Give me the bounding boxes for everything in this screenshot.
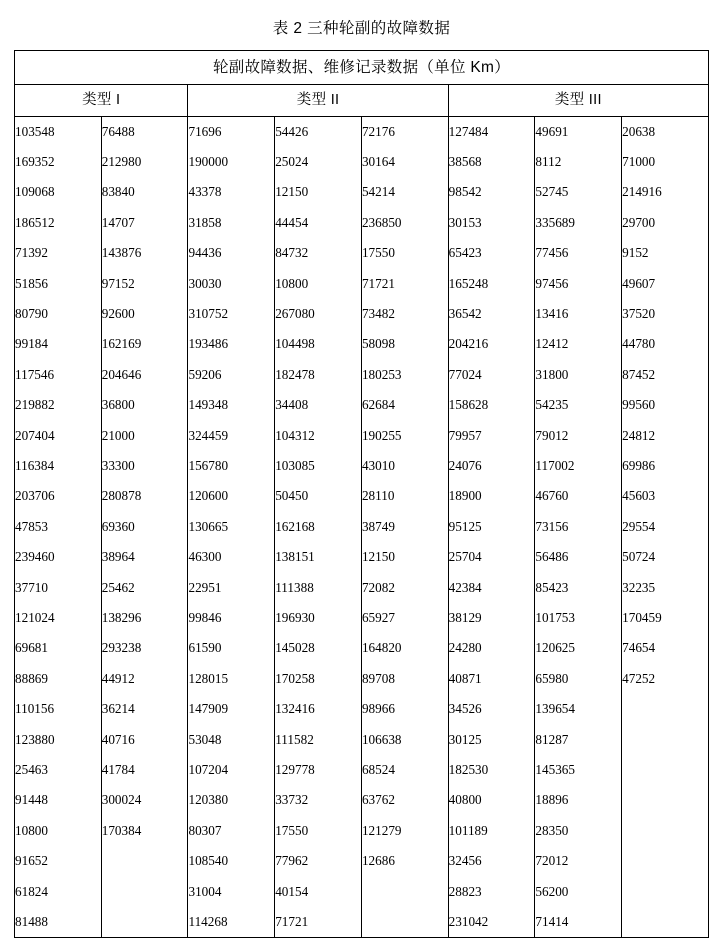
table-cell: 31800 <box>535 360 622 390</box>
table-cell: 117002 <box>535 451 622 481</box>
table-cell: 207404 <box>15 421 102 451</box>
table-cell: 33300 <box>101 451 188 481</box>
table-cell: 28350 <box>535 816 622 846</box>
table-cell: 132416 <box>275 694 362 724</box>
table-cell: 204216 <box>448 329 535 359</box>
table-cell: 145365 <box>535 755 622 785</box>
table-cell: 12150 <box>275 177 362 207</box>
table-cell: 169352 <box>15 147 102 177</box>
table-cell: 94436 <box>188 238 275 268</box>
table-cell: 107204 <box>188 755 275 785</box>
table-cell: 28823 <box>448 877 535 907</box>
table-cell: 71000 <box>622 147 709 177</box>
table-row <box>15 512 709 542</box>
table-cell: 196930 <box>275 603 362 633</box>
table-cell: 280878 <box>101 481 188 511</box>
table-cell: 34526 <box>448 694 535 724</box>
table-cell: 170384 <box>101 816 188 846</box>
table-cell: 52745 <box>535 177 622 207</box>
table-cell: 190255 <box>361 421 448 451</box>
table-cell: 25462 <box>101 573 188 603</box>
failure-data-table <box>14 50 709 938</box>
table-cell: 77962 <box>275 846 362 876</box>
table-head <box>15 50 709 116</box>
table-cell: 97456 <box>535 269 622 299</box>
table-cell: 38568 <box>448 147 535 177</box>
table-cell <box>361 877 448 907</box>
table-cell: 18896 <box>535 785 622 815</box>
table-cell: 88869 <box>15 664 102 694</box>
table-cell: 29554 <box>622 512 709 542</box>
table-cell: 104498 <box>275 329 362 359</box>
table-cell: 145028 <box>275 633 362 663</box>
table-row <box>15 147 709 177</box>
table-cell: 164820 <box>361 633 448 663</box>
table-row <box>15 390 709 420</box>
table-cell: 129778 <box>275 755 362 785</box>
table-cell: 73156 <box>535 512 622 542</box>
table-cell: 165248 <box>448 269 535 299</box>
table-row <box>15 238 709 268</box>
table-cell: 219882 <box>15 390 102 420</box>
table-cell: 32456 <box>448 846 535 876</box>
table-cell: 65927 <box>361 603 448 633</box>
table-cell: 73482 <box>361 299 448 329</box>
table-cell: 186512 <box>15 208 102 238</box>
table-cell: 59206 <box>188 360 275 390</box>
table-cell <box>101 846 188 876</box>
table-cell: 58098 <box>361 329 448 359</box>
table-cell: 28110 <box>361 481 448 511</box>
table-cell: 324459 <box>188 421 275 451</box>
table-cell: 92600 <box>101 299 188 329</box>
table-cell: 43378 <box>188 177 275 207</box>
table-cell: 56486 <box>535 542 622 572</box>
table-cell <box>622 816 709 846</box>
table-cell <box>622 877 709 907</box>
table-cell: 40871 <box>448 664 535 694</box>
table-cell: 89708 <box>361 664 448 694</box>
table-cell: 212980 <box>101 147 188 177</box>
table-cell: 71721 <box>275 907 362 938</box>
page-title: 表 2 三种轮副的故障数据 <box>0 0 723 50</box>
table-row <box>15 755 709 785</box>
table-cell: 34408 <box>275 390 362 420</box>
table-cell: 99560 <box>622 390 709 420</box>
table-cell: 116384 <box>15 451 102 481</box>
table-cell: 62684 <box>361 390 448 420</box>
table-row <box>15 451 709 481</box>
table-cell: 61824 <box>15 877 102 907</box>
table-cell: 101189 <box>448 816 535 846</box>
table-cell: 77456 <box>535 238 622 268</box>
table-row <box>15 664 709 694</box>
column-group-header-type-3: 类型 III <box>448 84 708 116</box>
table-cell: 104312 <box>275 421 362 451</box>
table-cell: 40154 <box>275 877 362 907</box>
table-row <box>15 208 709 238</box>
table-cell: 158628 <box>448 390 535 420</box>
table-cell: 79012 <box>535 421 622 451</box>
table-cell: 10800 <box>275 269 362 299</box>
table-cell: 99846 <box>188 603 275 633</box>
table-cell: 24812 <box>622 421 709 451</box>
table-cell: 71392 <box>15 238 102 268</box>
table-cell: 117546 <box>15 360 102 390</box>
table-cell: 41784 <box>101 755 188 785</box>
table-cell: 76488 <box>101 116 188 147</box>
table-cell: 30030 <box>188 269 275 299</box>
table-cell: 40800 <box>448 785 535 815</box>
table-cell <box>622 907 709 938</box>
table-cell: 81287 <box>535 725 622 755</box>
table-cell: 25463 <box>15 755 102 785</box>
table-cell: 44912 <box>101 664 188 694</box>
table-row <box>15 177 709 207</box>
table-cell: 46300 <box>188 542 275 572</box>
table-cell: 120600 <box>188 481 275 511</box>
table-cell: 170459 <box>622 603 709 633</box>
table-row <box>15 329 709 359</box>
table-cell: 190000 <box>188 147 275 177</box>
table-cell: 214916 <box>622 177 709 207</box>
table-cell: 91652 <box>15 846 102 876</box>
table-cell: 81488 <box>15 907 102 938</box>
table-cell: 182530 <box>448 755 535 785</box>
table-cell: 32235 <box>622 573 709 603</box>
table-cell: 24280 <box>448 633 535 663</box>
table-cell: 106638 <box>361 725 448 755</box>
table-row <box>15 299 709 329</box>
table-cell: 42384 <box>448 573 535 603</box>
table-cell: 31858 <box>188 208 275 238</box>
table-row <box>15 603 709 633</box>
table-cell: 56200 <box>535 877 622 907</box>
table-cell: 69360 <box>101 512 188 542</box>
table-cell: 25024 <box>275 147 362 177</box>
table-cell: 36800 <box>101 390 188 420</box>
table-cell: 193486 <box>188 329 275 359</box>
table-cell <box>101 907 188 938</box>
table-cell: 103085 <box>275 451 362 481</box>
table-cell: 12686 <box>361 846 448 876</box>
table-cell: 91448 <box>15 785 102 815</box>
table-cell <box>622 755 709 785</box>
table-cell: 49691 <box>535 116 622 147</box>
table-cell: 83840 <box>101 177 188 207</box>
table-cell: 204646 <box>101 360 188 390</box>
table-cell: 31004 <box>188 877 275 907</box>
table-cell: 10800 <box>15 816 102 846</box>
table-cell <box>622 785 709 815</box>
table-cell: 50450 <box>275 481 362 511</box>
table-row <box>15 421 709 451</box>
table-cell: 33732 <box>275 785 362 815</box>
table-cell: 21000 <box>101 421 188 451</box>
table-cell <box>622 725 709 755</box>
table-cell: 63762 <box>361 785 448 815</box>
table-cell: 101753 <box>535 603 622 633</box>
table-cell: 30164 <box>361 147 448 177</box>
table-cell: 29700 <box>622 208 709 238</box>
table-cell: 293238 <box>101 633 188 663</box>
table-cell <box>361 907 448 938</box>
table-cell: 103548 <box>15 116 102 147</box>
table-cell: 50724 <box>622 542 709 572</box>
table-cell: 71414 <box>535 907 622 938</box>
table-cell: 47853 <box>15 512 102 542</box>
table-row <box>15 573 709 603</box>
table-row <box>15 816 709 846</box>
table-cell <box>622 846 709 876</box>
table-cell: 72176 <box>361 116 448 147</box>
table-cell: 108540 <box>188 846 275 876</box>
table-row <box>15 116 709 147</box>
table-cell: 300024 <box>101 785 188 815</box>
table-cell: 128015 <box>188 664 275 694</box>
table-cell: 38749 <box>361 512 448 542</box>
table-cell: 80307 <box>188 816 275 846</box>
table-cell: 37710 <box>15 573 102 603</box>
table-cell: 85423 <box>535 573 622 603</box>
table-cell: 143876 <box>101 238 188 268</box>
table-cell: 335689 <box>535 208 622 238</box>
banner-row <box>15 50 709 84</box>
table-cell: 71696 <box>188 116 275 147</box>
table-cell: 43010 <box>361 451 448 481</box>
table-cell: 24076 <box>448 451 535 481</box>
table-cell: 149348 <box>188 390 275 420</box>
table-cell: 170258 <box>275 664 362 694</box>
table-cell: 120625 <box>535 633 622 663</box>
table-cell: 30125 <box>448 725 535 755</box>
table-cell: 68524 <box>361 755 448 785</box>
table-cell: 310752 <box>188 299 275 329</box>
table-cell: 53048 <box>188 725 275 755</box>
table-cell: 17550 <box>275 816 362 846</box>
table-cell: 162169 <box>101 329 188 359</box>
table-cell: 114268 <box>188 907 275 938</box>
table-cell: 127484 <box>448 116 535 147</box>
table-cell: 239460 <box>15 542 102 572</box>
table-cell: 49607 <box>622 269 709 299</box>
table-cell: 14707 <box>101 208 188 238</box>
table-cell: 54235 <box>535 390 622 420</box>
table-cell: 30153 <box>448 208 535 238</box>
table-cell: 110156 <box>15 694 102 724</box>
table-cell: 203706 <box>15 481 102 511</box>
table-cell: 36214 <box>101 694 188 724</box>
table-cell: 69986 <box>622 451 709 481</box>
table-cell: 46760 <box>535 481 622 511</box>
table-cell: 25704 <box>448 542 535 572</box>
table-cell: 22951 <box>188 573 275 603</box>
group-header-row <box>15 84 709 116</box>
table-cell: 61590 <box>188 633 275 663</box>
table-cell: 267080 <box>275 299 362 329</box>
table-row <box>15 846 709 876</box>
table-cell: 8112 <box>535 147 622 177</box>
table-cell: 37520 <box>622 299 709 329</box>
table-cell: 12150 <box>361 542 448 572</box>
table-cell: 18900 <box>448 481 535 511</box>
table-cell: 44780 <box>622 329 709 359</box>
table-cell: 139654 <box>535 694 622 724</box>
table-cell: 130665 <box>188 512 275 542</box>
table-cell: 74654 <box>622 633 709 663</box>
table-cell: 54426 <box>275 116 362 147</box>
table-cell: 36542 <box>448 299 535 329</box>
table-cell: 231042 <box>448 907 535 938</box>
table-cell: 51856 <box>15 269 102 299</box>
table-cell: 147909 <box>188 694 275 724</box>
table-row <box>15 877 709 907</box>
table-cell: 99184 <box>15 329 102 359</box>
table-row <box>15 269 709 299</box>
table-cell <box>622 694 709 724</box>
table-cell: 72012 <box>535 846 622 876</box>
table-banner-title: 轮副故障数据、维修记录数据（单位 Km） <box>15 50 709 84</box>
table-cell <box>101 877 188 907</box>
table-cell: 236850 <box>361 208 448 238</box>
table-cell: 138296 <box>101 603 188 633</box>
table-cell: 65980 <box>535 664 622 694</box>
table-cell: 38129 <box>448 603 535 633</box>
column-group-header-type-2: 类型 II <box>188 84 448 116</box>
column-group-header-type-1: 类型 I <box>15 84 188 116</box>
table-cell: 47252 <box>622 664 709 694</box>
table-cell: 17550 <box>361 238 448 268</box>
table-cell: 65423 <box>448 238 535 268</box>
table-cell: 44454 <box>275 208 362 238</box>
table-row <box>15 725 709 755</box>
table-cell: 72082 <box>361 573 448 603</box>
table-cell: 79957 <box>448 421 535 451</box>
table-row <box>15 633 709 663</box>
table-cell: 87452 <box>622 360 709 390</box>
table-cell: 180253 <box>361 360 448 390</box>
table-body <box>15 116 709 938</box>
table-cell: 45603 <box>622 481 709 511</box>
table-row <box>15 360 709 390</box>
table-cell: 38964 <box>101 542 188 572</box>
table-cell: 77024 <box>448 360 535 390</box>
table-cell: 40716 <box>101 725 188 755</box>
table-row <box>15 694 709 724</box>
table-cell: 12412 <box>535 329 622 359</box>
table-cell: 80790 <box>15 299 102 329</box>
table-cell: 20638 <box>622 116 709 147</box>
table-cell: 13416 <box>535 299 622 329</box>
table-cell: 69681 <box>15 633 102 663</box>
table-cell: 121279 <box>361 816 448 846</box>
table-cell: 95125 <box>448 512 535 542</box>
table-cell: 138151 <box>275 542 362 572</box>
table-row <box>15 542 709 572</box>
table-row <box>15 907 709 938</box>
table-cell: 71721 <box>361 269 448 299</box>
table-cell: 156780 <box>188 451 275 481</box>
table-cell: 9152 <box>622 238 709 268</box>
table-cell: 162168 <box>275 512 362 542</box>
table-cell: 98542 <box>448 177 535 207</box>
table-cell: 98966 <box>361 694 448 724</box>
table-row <box>15 481 709 511</box>
table-row <box>15 785 709 815</box>
table-cell: 84732 <box>275 238 362 268</box>
table-cell: 97152 <box>101 269 188 299</box>
table-cell: 111582 <box>275 725 362 755</box>
table-cell: 54214 <box>361 177 448 207</box>
table-cell: 182478 <box>275 360 362 390</box>
table-cell: 109068 <box>15 177 102 207</box>
table-cell: 121024 <box>15 603 102 633</box>
table-cell: 123880 <box>15 725 102 755</box>
table-cell: 111388 <box>275 573 362 603</box>
table-cell: 120380 <box>188 785 275 815</box>
